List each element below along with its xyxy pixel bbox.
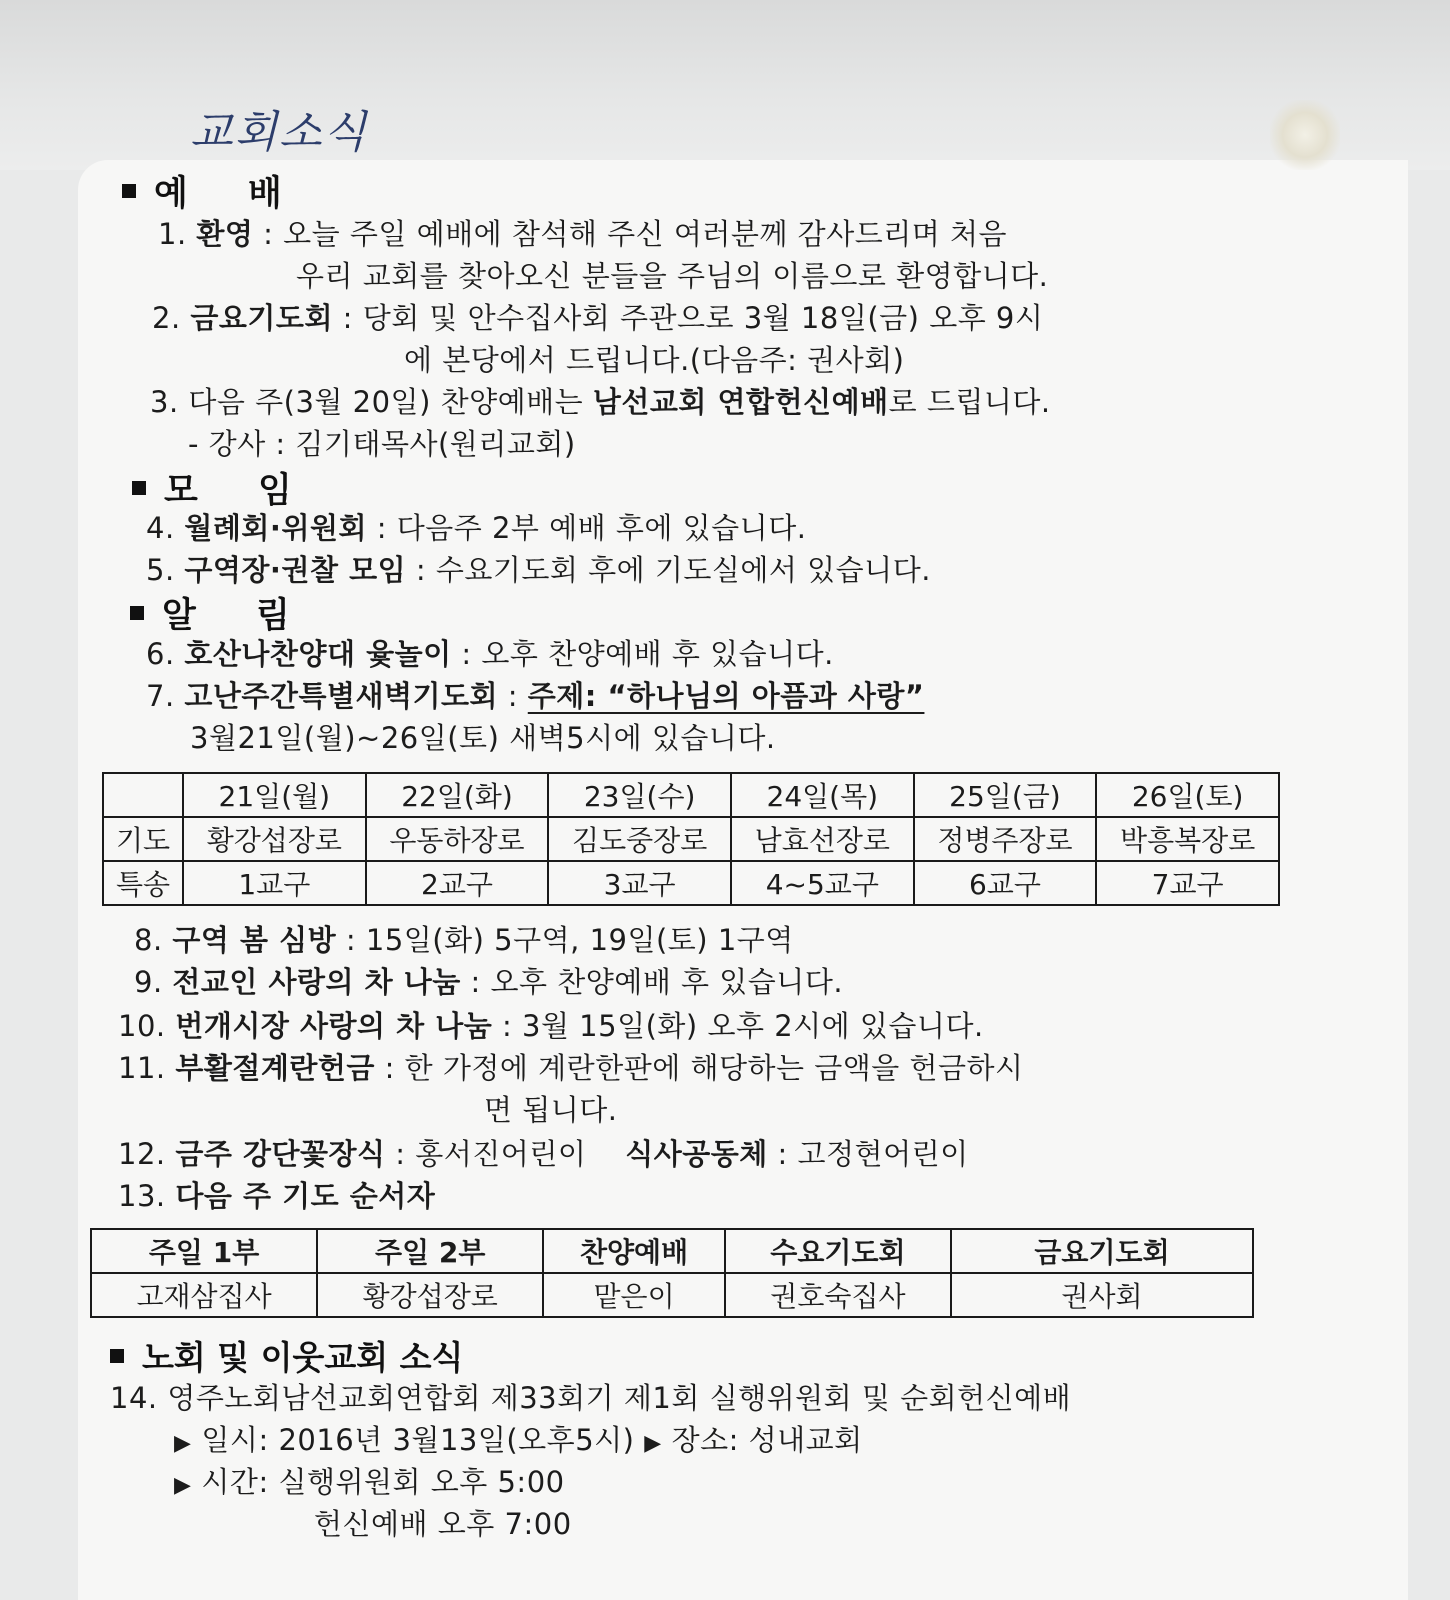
table-cell: 맡은이	[543, 1273, 725, 1317]
square-bullet-icon	[130, 606, 144, 620]
notice-item-11: 11. 부활절계란헌금 : 한 가정에 계란한판에 해당하는 금액을 헌금하시	[118, 1051, 1024, 1085]
square-bullet-icon	[132, 481, 146, 495]
table-cell: 6교구	[914, 861, 1097, 905]
notice-item-2-cont: 에 본당에서 드립니다.(다음주: 권사회)	[404, 343, 905, 377]
table-row-label: 특송	[103, 861, 183, 905]
paper-stain	[1270, 100, 1340, 170]
table-cell: 권호숙집사	[725, 1273, 951, 1317]
table-cell: 황강섭장로	[183, 817, 366, 861]
table-header-cell: 수요기도회	[725, 1229, 951, 1273]
table-cell: 1교구	[183, 861, 366, 905]
notice-item-13: 13. 다음 주 기도 순서자	[118, 1179, 436, 1213]
notice-item-3: 3. 다음 주(3월 20일) 찬양예배는 남선교회 연합헌신예배로 드립니다.	[150, 385, 1051, 419]
notice-item-1-cont: 우리 교회를 찾아오신 분들을 주님의 이름으로 환영합니다.	[296, 259, 1049, 293]
table-header-cell: 24일(목)	[731, 773, 914, 817]
table-cell	[103, 773, 183, 817]
section-heading-notices: 알 림	[130, 588, 314, 638]
dawn-prayer-table	[102, 772, 1280, 906]
table-header-cell: 주일 2부	[317, 1229, 543, 1273]
table-row	[103, 861, 1279, 905]
table-header-cell: 21일(월)	[183, 773, 366, 817]
notice-item-14: 14. 영주노회남선교회연합회 제33회기 제1회 실행위원회 및 순회헌신예배	[110, 1381, 1072, 1415]
triangle-bullet-icon: ▶	[644, 1431, 662, 1456]
section-heading-meetings: 모 임	[132, 463, 316, 513]
table-cell: 고재삼집사	[91, 1273, 317, 1317]
table-header-cell: 25일(금)	[914, 773, 1097, 817]
notice-item-1: 1. 환영 : 오늘 주일 예배에 참석해 주신 여러분께 감사드리며 처음	[158, 217, 1007, 251]
square-bullet-icon	[110, 1349, 124, 1363]
notice-item-3-sub: - 강사 : 김기태목사(원리교회)	[188, 427, 576, 461]
notice-item-14-date: ▶ 일시: 2016년 3월13일(오후5시) ▶ 장소: 성내교회	[174, 1423, 863, 1457]
notice-item-2: 2. 금요기도회 : 당회 및 안수집사회 주관으로 3월 18일(금) 오후 9시	[152, 301, 1044, 335]
notice-item-8: 8. 구역 봄 심방 : 15일(화) 5구역, 19일(토) 1구역	[134, 923, 794, 957]
table-header-cell: 26일(토)	[1096, 773, 1279, 817]
triangle-bullet-icon: ▶	[174, 1431, 192, 1456]
notice-item-5: 5. 구역장·권찰 모임 : 수요기도회 후에 기도실에서 있습니다.	[146, 553, 931, 587]
notice-item-10: 10. 번개시장 사랑의 차 나눔 : 3월 15일(화) 오후 2시에 있습니다.	[118, 1009, 984, 1043]
section-heading-worship: 예 배	[122, 166, 306, 216]
table-row	[103, 773, 1279, 817]
table-cell: 황강섭장로	[317, 1273, 543, 1317]
section-heading-presbytery: 노회 및 이웃교회 소식	[110, 1332, 463, 1379]
notice-item-7: 7. 고난주간특별새벽기도회 : 주제: “하나님의 아픔과 사랑”	[146, 679, 925, 713]
prayer-order-table	[90, 1228, 1254, 1318]
table-header-cell: 찬양예배	[543, 1229, 725, 1273]
notice-item-6: 6. 호산나찬양대 윷놀이 : 오후 찬양예배 후 있습니다.	[146, 637, 834, 671]
table-cell: 3교구	[548, 861, 731, 905]
square-bullet-icon	[122, 184, 136, 198]
table-cell: 남효선장로	[731, 817, 914, 861]
triangle-bullet-icon: ▶	[174, 1473, 192, 1498]
table-cell: 우동하장로	[366, 817, 549, 861]
table-row	[103, 817, 1279, 861]
table-header-cell: 금요기도회	[951, 1229, 1253, 1273]
notice-item-11-cont: 면 됩니다.	[484, 1093, 618, 1127]
notice-item-12: 12. 금주 강단꽃장식 : 홍서진어린이 식사공동체 : 고정현어린이	[118, 1137, 969, 1171]
table-row-label: 기도	[103, 817, 183, 861]
table-cell: 정병주장로	[914, 817, 1097, 861]
notice-item-14-time: ▶ 시간: 실행위원회 오후 5:00	[174, 1465, 565, 1499]
table-cell: 김도중장로	[548, 817, 731, 861]
table-cell: 2교구	[366, 861, 549, 905]
notice-item-4: 4. 월례회·위원회 : 다음주 2부 예배 후에 있습니다.	[146, 511, 807, 545]
table-row	[91, 1229, 1253, 1273]
notice-item-7-cont: 3월21일(월)~26일(토) 새벽5시에 있습니다.	[190, 721, 776, 755]
table-header-cell: 22일(화)	[366, 773, 549, 817]
table-cell: 권사회	[951, 1273, 1253, 1317]
table-cell: 박흥복장로	[1096, 817, 1279, 861]
table-row	[91, 1273, 1253, 1317]
table-cell: 4~5교구	[731, 861, 914, 905]
table-cell: 7교구	[1096, 861, 1279, 905]
table-header-cell: 23일(수)	[548, 773, 731, 817]
notice-item-14-time-cont: 헌신예배 오후 7:00	[314, 1507, 572, 1541]
page-title: 교회소식	[190, 107, 369, 158]
table-header-cell: 주일 1부	[91, 1229, 317, 1273]
notice-item-9: 9. 전교인 사랑의 차 나눔 : 오후 찬양예배 후 있습니다.	[134, 965, 844, 999]
